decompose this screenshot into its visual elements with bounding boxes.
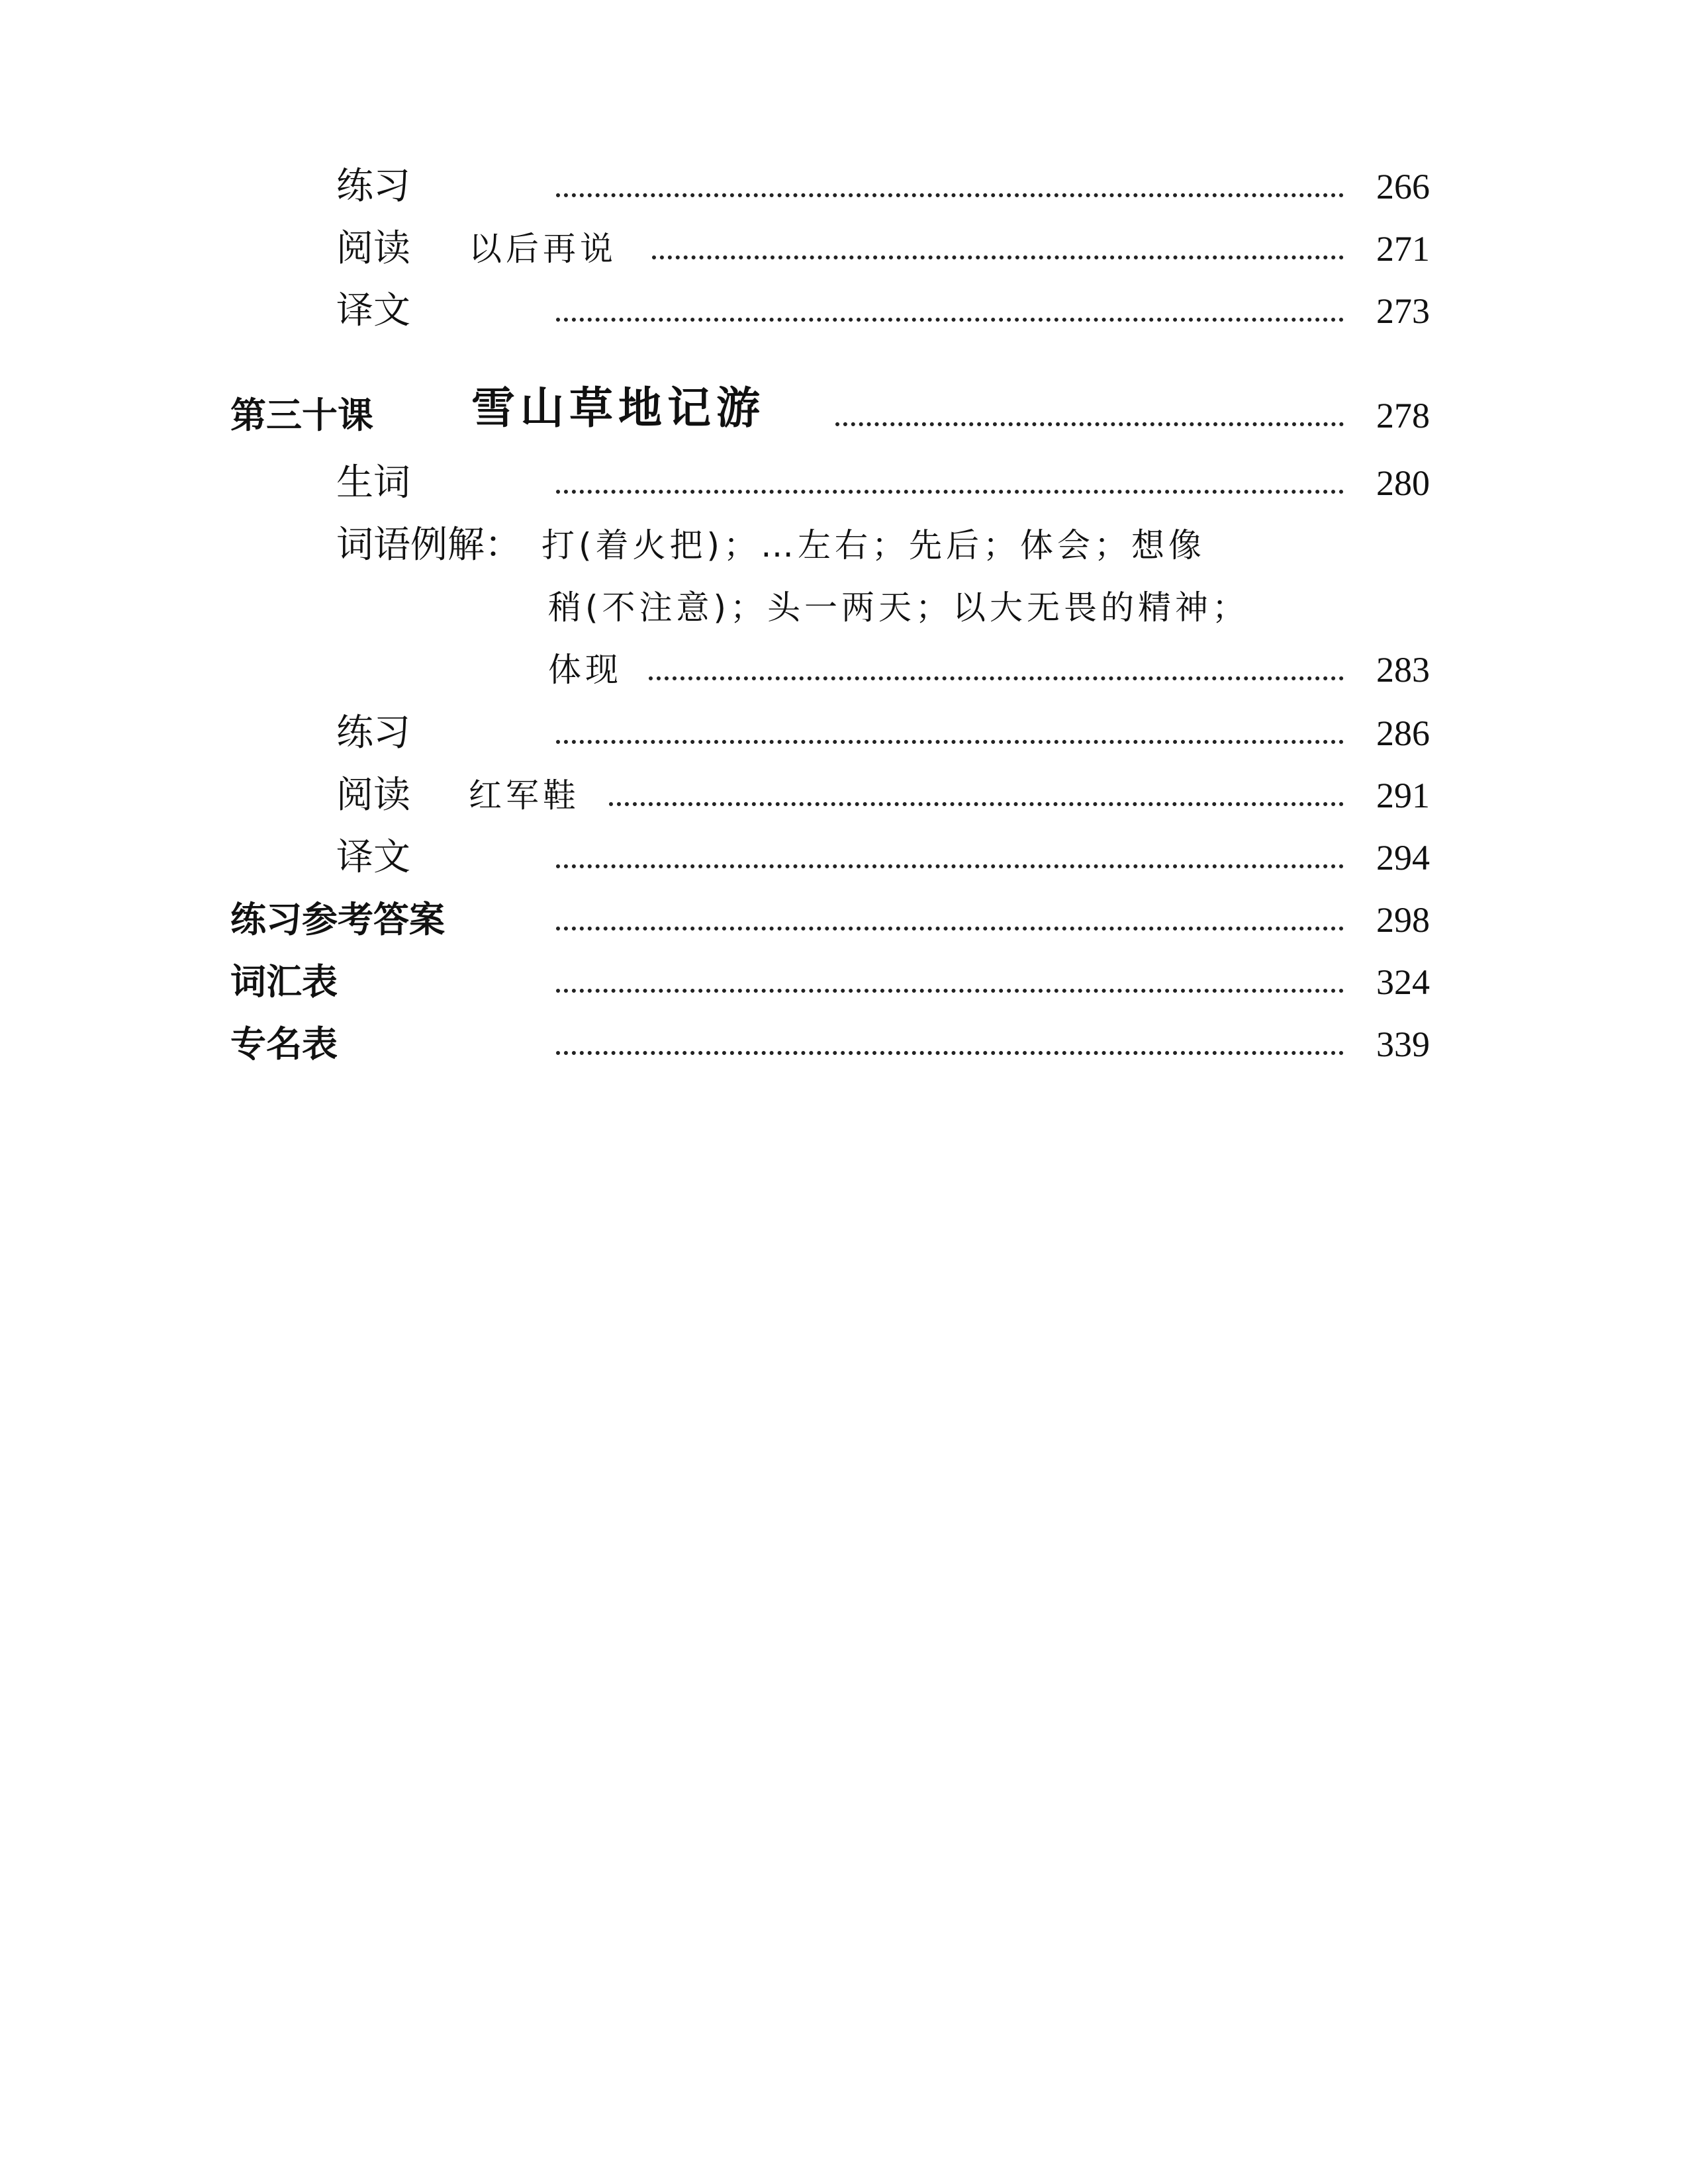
- toc-page-number: 339: [1376, 1024, 1430, 1064]
- toc-page-number: 278: [1376, 396, 1430, 435]
- toc-entry-label: 译文: [336, 836, 410, 879]
- dot-leader: [556, 490, 1344, 494]
- toc-entry-l30-words[interactable]: [0, 457, 1688, 510]
- dot-leader: [556, 1051, 1344, 1055]
- toc-entry-l30-reading[interactable]: [0, 769, 1688, 822]
- toc-page-number: 286: [1376, 713, 1430, 753]
- toc-entry-label: 练习: [336, 165, 410, 208]
- toc-entry-title: 红军鞋: [469, 776, 580, 815]
- examples-line-3: 体现: [548, 651, 622, 689]
- toc-entry-vocabulary[interactable]: [0, 956, 1688, 1009]
- toc-entry-label: 生词: [336, 461, 410, 504]
- toc-page-number: 271: [1376, 229, 1430, 269]
- toc-entry-l30-practice[interactable]: [0, 707, 1688, 760]
- toc-page-number: 273: [1376, 291, 1430, 331]
- lesson-number: 第三十课: [230, 394, 373, 436]
- toc-entry-lesson-30[interactable]: [0, 383, 1688, 442]
- toc-entry-proper-names[interactable]: [0, 1018, 1688, 1071]
- toc-entry-label: 词汇表: [230, 961, 338, 1003]
- lesson-title: 雪山草地记游: [471, 383, 765, 433]
- toc-page-number: 266: [1376, 167, 1430, 206]
- toc-entry-label: 专名表: [230, 1023, 338, 1065]
- toc-entry-label: 阅读: [336, 774, 410, 817]
- toc-page-number: 291: [1376, 776, 1430, 815]
- toc-entry-label: 译文: [336, 289, 410, 332]
- toc-entry-l30-examples[interactable]: [0, 519, 1688, 698]
- toc-entry-answers[interactable]: [0, 893, 1688, 946]
- toc-page-number: 280: [1376, 463, 1430, 503]
- examples-line-2: 稍(不注意)；头一两天；以大无畏的精神；: [548, 588, 1250, 627]
- toc-entry-title: 以后再说: [469, 230, 617, 268]
- dot-leader: [652, 255, 1344, 259]
- toc-page-number: 283: [1376, 650, 1430, 690]
- dot-leader: [835, 422, 1344, 426]
- toc-page-number: 298: [1376, 900, 1430, 940]
- dot-leader: [556, 864, 1344, 868]
- dot-leader: [649, 676, 1344, 680]
- dot-leader: [556, 989, 1344, 993]
- toc-entry-l30-translation[interactable]: [0, 831, 1688, 884]
- toc-entry-label: 阅读: [336, 227, 410, 270]
- toc-entry-l29-translation[interactable]: [0, 285, 1688, 338]
- dot-leader: [556, 740, 1344, 744]
- dot-leader: [556, 318, 1344, 322]
- examples-line-1: 打(着火把)；…左右；先后；体会；想像: [541, 526, 1206, 565]
- toc-page-number: 324: [1376, 962, 1430, 1002]
- toc-page-number: 294: [1376, 838, 1430, 878]
- toc-entry-label: 练习: [336, 711, 410, 754]
- toc-entry-label: 词语例解：: [336, 523, 522, 567]
- toc-entry-l29-practice[interactable]: [0, 160, 1688, 213]
- toc-entry-l29-reading[interactable]: [0, 222, 1688, 275]
- dot-leader: [556, 193, 1344, 197]
- toc-entry-label: 练习参考答案: [230, 899, 445, 940]
- dot-leader: [556, 927, 1344, 931]
- dot-leader: [609, 802, 1344, 806]
